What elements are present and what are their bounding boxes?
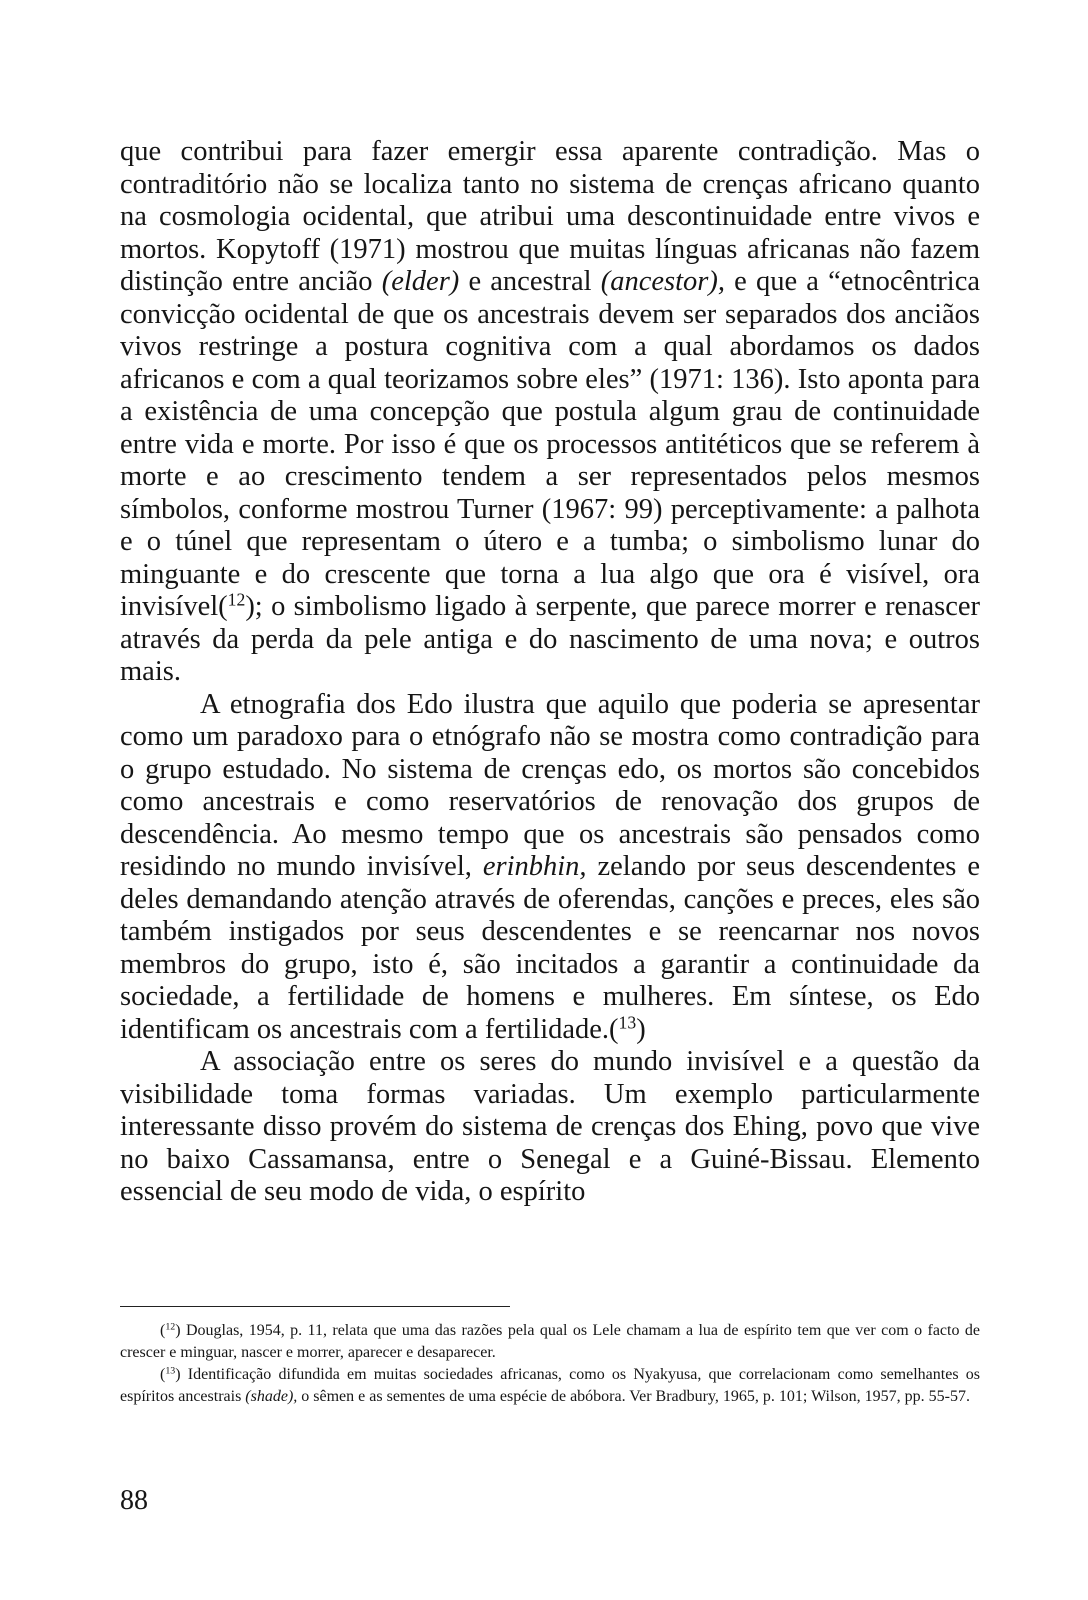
footnote-13-marker: 13 [165, 1365, 176, 1377]
footnote-12-text: Douglas, 1954, p. 11, relata que uma das razões pela qual os Lele chamam a lua de espírito tem que ver com o facto de crescer e minguar, nascer e morrer, aparecer e desaparecer. [120, 1322, 980, 1361]
footnote-13 [120, 1364, 980, 1408]
footnote-ref-13: 13 [618, 1011, 637, 1032]
footnote-separator [120, 1306, 510, 1307]
footnote-12-marker: 12 [165, 1321, 176, 1333]
paragraph-3 [120, 1046, 980, 1209]
footnote-13-close: ) [175, 1366, 181, 1383]
term-ancestor: (ancestor), [600, 266, 725, 297]
footnote-12-close: ) [175, 1322, 181, 1339]
paragraph-1-text-a: que contribui para fazer emergir essa aparente contradição. Mas o contraditório não se localiza tanto no sistema de crenças africano quanto na cosmologia ocidental, que atribui uma descontinuidade entre vivos e mortos. Kopytoff (1971) mostrou que muitas línguas africanas não fazem distinção entre ancião [120, 136, 980, 297]
page-number: 88 [120, 1485, 148, 1516]
paragraph-1 [120, 136, 980, 689]
footnote-13-text-b: o sêmen e as sementes de uma espécie de abóbora. Ver Bradbury, 1965, p. 101; Wilson, 1957, pp. 55-57. [297, 1388, 970, 1405]
term-elder: (elder) [381, 266, 460, 297]
term-shade: (shade), [245, 1388, 298, 1405]
paragraph-1-text-d: ); o simbolismo ligado à serpente, que parece morrer e renascer através da perda da pele antiga e do nascimento de uma nova; e outros mais. [120, 591, 980, 687]
term-erinbhin: erinbhin, [482, 851, 587, 882]
footnote-13-text-a: Identificação difundida em muitas sociedades africanas, como os Nyakyusa, que correlacionam como semelhantes os espíritos ancestrais [120, 1366, 980, 1405]
paragraph-1-text-c: e que a “etnocêntrica convicção ocidental de que os ancestrais devem ser separados dos anciãos vivos restringe a postura cognitiva com a qual abordamos os dados africanos e com a qual teorizamos sobre eles” (1971: 136). Isto aponta para a existência de uma concepção que postula algum grau de continuidade entre vida e morte. Por isso é que os processos antitéticos que se referem à morte e ao crescimento tendem a ser representados pelos mesmos símbolos, conforme mostrou Turner (1967: 99) perceptivamente: a palhota e o túnel que representam o útero e a tumba; o simbolismo lunar do minguante e do crescente que torna a lua algo que ora é visível, ora invisível( [120, 266, 981, 622]
paragraph-2-text-c: ) [636, 1013, 646, 1045]
paragraph-3-text: A associação entre os seres do mundo invisível e a questão da visibilidade toma formas variadas. Um exemplo particularmente interessante disso provém do sistema de crenças dos Ehing, povo que vive no baixo Cassamansa, entre o Senegal e a Guiné-Bissau. Elemento essencial de seu modo de vida, o espírito [120, 1046, 980, 1207]
footnote-13-open: ( [160, 1366, 166, 1383]
footnotes [120, 1320, 980, 1408]
footnote-ref-12: 12 [227, 589, 246, 610]
paragraph-2-text-b: zelando por seus descendentes e deles demandando atenção através de oferendas, canções e preces, eles são também instigados por seus descendentes e se reencarnar nos novos membros do grupo, isto é, são incitados a garantir a continuidade da sociedade, a fertilidade de homens e mulheres. Em síntese, os Edo identificam os ancestrais com a fertilidade.( [120, 851, 980, 1045]
main-text [120, 136, 980, 1209]
paragraph-1-text-b: e ancestral [459, 266, 601, 297]
footnote-12-open: ( [160, 1322, 166, 1339]
paragraph-2 [120, 689, 980, 1047]
paragraph-2-text-a: A etnografia dos Edo ilustra que aquilo que poderia se apresentar como um paradoxo para o etnógrafo não se mostra como contradição para o grupo estudado. No sistema de crenças edo, os mortos são concebidos como ancestrais e como reservatórios de renovação dos grupos de descendência. Ao mesmo tempo que os ancestrais são pensados como residindo no mundo invisível, [120, 688, 980, 882]
footnote-12 [120, 1320, 980, 1364]
